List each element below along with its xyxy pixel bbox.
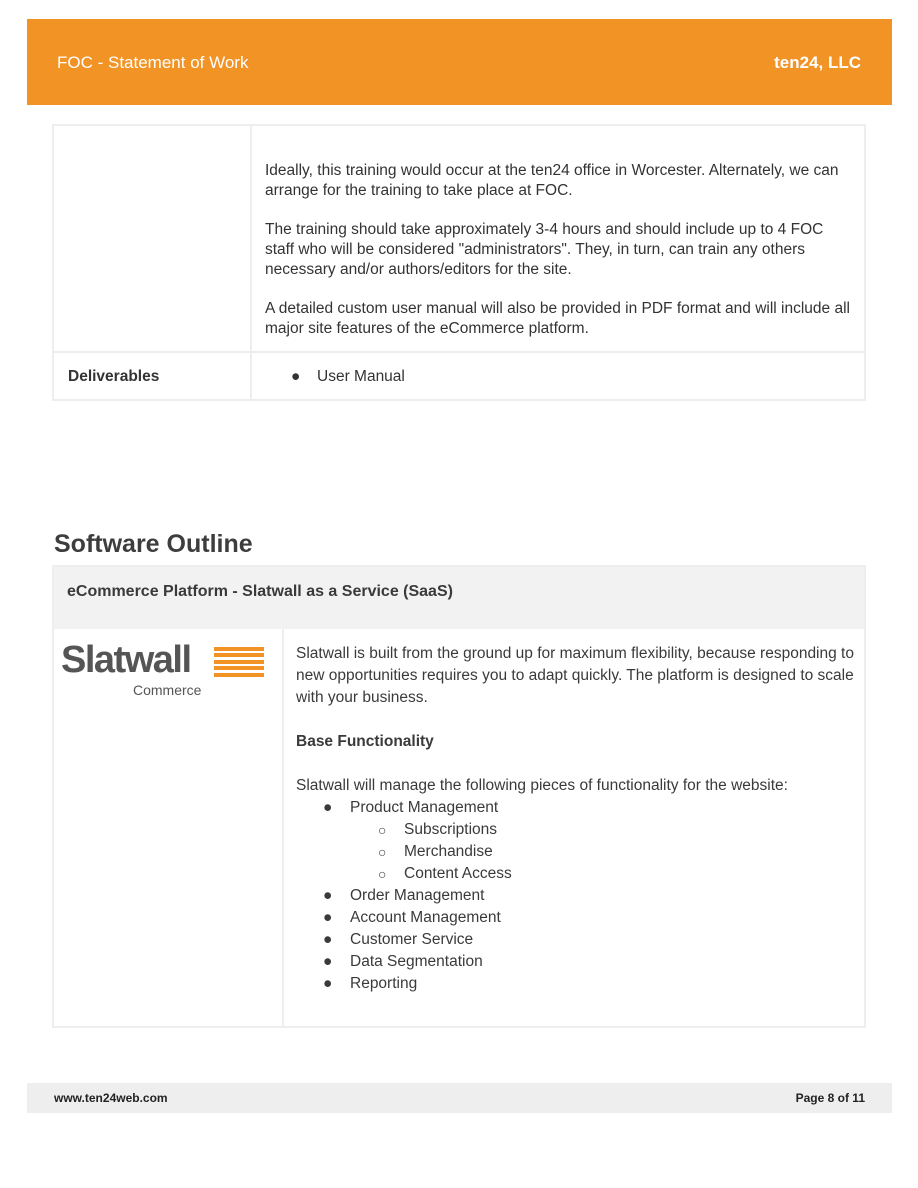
bullet-icon: ● (323, 931, 333, 948)
list-item: ● Order Management (296, 885, 856, 907)
logo-bars-icon (214, 647, 264, 679)
list-item: ● Customer Service (296, 929, 856, 951)
bullet-icon: ● (291, 368, 301, 385)
bullet-icon: ● (323, 909, 333, 926)
training-description (265, 161, 855, 358)
intro-paragraph: Slatwall is built from the ground up for maximum flexibility, because responding to new opportunities requires you to adapt quickly. The platform is designed to scale with your business. (296, 645, 854, 706)
software-description (296, 643, 856, 995)
slatwall-logo (61, 639, 266, 698)
company-name: ten24, LLC (774, 53, 861, 72)
logo-wordmark: Slatwall (61, 639, 191, 681)
footer-url: www.ten24web.com (54, 1091, 168, 1105)
bullet-icon: ● (323, 953, 333, 970)
software-table (52, 565, 866, 1028)
bullet-icon: ● (323, 799, 333, 816)
list-item: ● Account Management (296, 907, 856, 929)
circle-bullet-icon: ○ (378, 822, 387, 838)
sub-list-item: ○ Content Access (296, 863, 856, 885)
base-functionality-heading: Base Functionality (296, 733, 434, 750)
logo-subtitle: Commerce (133, 682, 202, 698)
sub-list-item: ○ Merchandise (296, 841, 856, 863)
bullet-icon: ● (323, 975, 333, 992)
sub-list-item: ○ Subscriptions (296, 819, 856, 841)
page-footer (27, 1083, 892, 1113)
table-header-text: eCommerce Platform - Slatwall as a Service (SaaS) (67, 583, 453, 600)
page-header (27, 19, 892, 105)
section-title: Software Outline (54, 530, 253, 558)
bullet-icon: ● (323, 887, 333, 904)
page-number: Page 8 of 11 (795, 1091, 865, 1105)
document-title: FOC - Statement of Work (57, 53, 249, 72)
functionality-list (296, 797, 856, 995)
list-item: ● Product Management (296, 797, 856, 819)
manage-line: Slatwall will manage the following pieces of functionality for the website: (296, 777, 788, 794)
training-paragraph: A detailed custom user manual will also be provided in PDF format and will include all major site features of the eCommerce platform. (265, 300, 850, 337)
circle-bullet-icon: ○ (378, 844, 387, 860)
circle-bullet-icon: ○ (378, 866, 387, 882)
training-table (52, 124, 866, 401)
deliverable-item (291, 368, 405, 386)
deliverable-text: User Manual (317, 368, 405, 385)
list-item: ● Data Segmentation (296, 951, 856, 973)
deliverables-label: Deliverables (68, 368, 160, 385)
list-item: ● Reporting (296, 973, 856, 995)
training-paragraph: The training should take approximately 3-4 hours and should include up to 4 FOC staff who will be considered "administrators". They, in turn, can train any others necessary and/or authors/editors for the site. (265, 221, 824, 278)
column-divider (250, 126, 252, 399)
table-header (54, 567, 864, 629)
training-paragraph: Ideally, this training would occur at the ten24 office in Worcester. Alternately, we can arrange for the training to take place at FOC. (265, 162, 839, 199)
column-divider (282, 629, 284, 1028)
